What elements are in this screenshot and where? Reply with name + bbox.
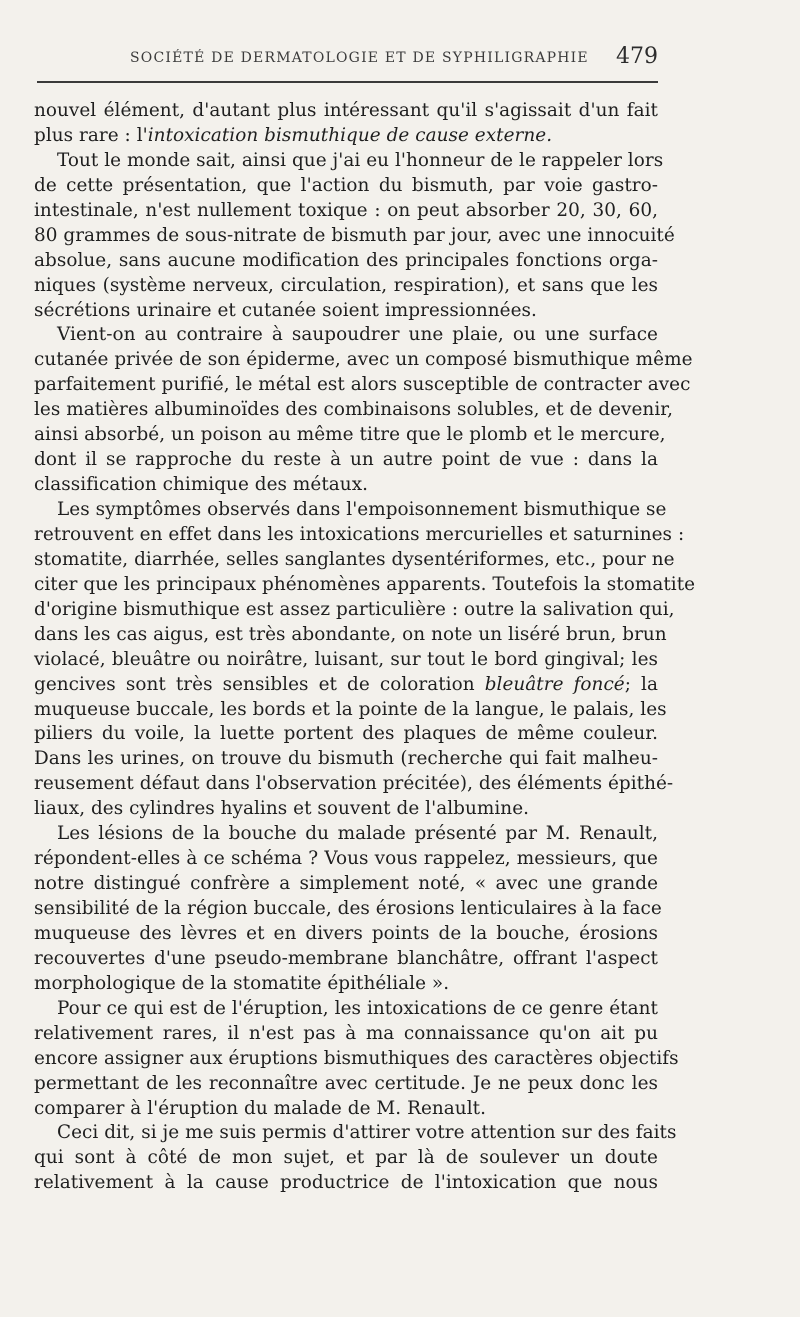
- text-line: piliers du voile, la luette portent des plaques de même couleur.: [34, 723, 658, 745]
- text-line: encore assigner aux éruptions bismuthiques des caractères objectifs: [34, 1047, 679, 1069]
- text-line: Tout le monde sait, ainsi que j'ai eu l'honneur de le rappeler lors: [57, 149, 664, 171]
- text-line: cutanée privée de son épiderme, avec un composé bismuthique même: [34, 349, 693, 371]
- text-fragment: gencives sont très sensibles et de coloration: [34, 673, 485, 695]
- text-line: les matières albuminoïdes des combinaisons solubles, et de devenir,: [34, 399, 673, 421]
- text-line: notre distingué confrère a simplement noté, « avec une grande: [34, 873, 658, 895]
- italic-text: intoxication bismuthique de cause externe.: [147, 124, 553, 146]
- text-line: absolue, sans aucune modification des principales fonctions orga-: [34, 249, 658, 271]
- text-line: citer que les principaux phénomènes apparents. Toutefois la stomatite: [34, 573, 696, 595]
- text-line: 80 grammes de sous-nitrate de bismuth par jour, avec une innocuité: [34, 224, 675, 246]
- text-line: Dans les urines, on trouve du bismuth (recherche qui fait malheu-: [34, 748, 658, 770]
- text-line: recouvertes d'une pseudo-membrane blanchâtre, offrant l'aspect: [34, 947, 658, 969]
- running-head: SOCIÉTÉ DE DERMATOLOGIE ET DE SYPHILIGRAPHIE: [130, 50, 589, 66]
- text-line: violacé, bleuâtre ou noirâtre, luisant, sur tout le bord gingival; les: [34, 648, 658, 670]
- header-rule: [37, 81, 658, 83]
- text-line: permettant de les reconnaître avec certitude. Je ne peux donc les: [34, 1072, 658, 1094]
- italic-text: bleuâtre foncé: [484, 673, 625, 695]
- text-line: reusement défaut dans l'observation précitée), des éléments épithé-: [34, 773, 674, 795]
- text-line: comparer à l'éruption du malade de M. Renault.: [34, 1097, 486, 1119]
- text-line: relativement à la cause productrice de l'intoxication que nous: [34, 1172, 658, 1194]
- text-line: muqueuse buccale, les bords et la pointe de la langue, le palais, les: [34, 698, 667, 720]
- text-line: répondent-elles à ce schéma ? Vous vous rappelez, messieurs, que: [34, 848, 658, 870]
- page-header: [34, 42, 658, 82]
- text-line: liaux, des cylindres hyalins et souvent de l'albumine.: [34, 798, 530, 820]
- text-line: Ceci dit, si je me suis permis d'attirer votre attention sur des faits: [57, 1122, 677, 1144]
- text-line: ainsi absorbé, un poison au même titre que le plomb et le mercure,: [34, 424, 666, 446]
- text-line: relativement rares, il n'est pas à ma connaissance qu'on ait pu: [34, 1022, 658, 1044]
- text-line: Pour ce qui est de l'éruption, les intoxications de ce genre étant: [57, 997, 658, 1019]
- text-line: muqueuse des lèvres et en divers points de la bouche, érosions: [34, 922, 658, 944]
- text-line: retrouvent en effet dans les intoxications mercurielles et saturnines :: [34, 523, 685, 545]
- body-text: [34, 99, 696, 1196]
- text-line: dans les cas aigus, est très abondante, on note un liséré brun, brun: [34, 623, 667, 645]
- text-line: stomatite, diarrhée, selles sanglantes dysentériformes, etc., pour ne: [34, 548, 675, 570]
- text-line: Les symptômes observés dans l'empoisonnement bismuthique se: [57, 499, 667, 520]
- page-number: 479: [616, 44, 658, 69]
- text-line: nouvel élément, d'autant plus intéressant qu'il s'agissait d'un fait: [34, 100, 658, 121]
- text-line: niques (système nerveux, circulation, respiration), et sans que les: [34, 274, 658, 296]
- text-line: [34, 673, 658, 698]
- text-line: de cette présentation, que l'action du bismuth, par voie gastro-: [34, 174, 658, 196]
- text-fragment: ; la: [624, 673, 658, 695]
- text-line: parfaitement purifié, le métal est alors susceptible de contracter avec: [34, 374, 691, 396]
- text-line: Vient-on au contraire à saupoudrer une plaie, ou une surface: [57, 324, 658, 346]
- text-fragment: plus rare : l': [34, 124, 148, 146]
- text-line: classification chimique des métaux.: [34, 474, 369, 496]
- text-line: Les lésions de la bouche du malade présenté par M. Renault,: [57, 823, 658, 845]
- text-line: sensibilité de la région buccale, des érosions lenticulaires à la face: [34, 898, 662, 919]
- text-line: qui sont à côté de mon sujet, et par là de soulever un doute: [34, 1147, 658, 1169]
- text-line: morphologique de la stomatite épithéliale ».: [34, 972, 450, 994]
- text-line: intestinale, n'est nullement toxique : on peut absorber 20, 30, 60,: [34, 199, 658, 221]
- text-line: dont il se rapproche du reste à un autre point de vue : dans la: [34, 449, 658, 471]
- text-line: sécrétions urinaire et cutanée soient impressionnées.: [34, 299, 537, 321]
- text-line: [34, 124, 658, 149]
- text-line: d'origine bismuthique est assez particulière : outre la salivation qui,: [34, 598, 675, 620]
